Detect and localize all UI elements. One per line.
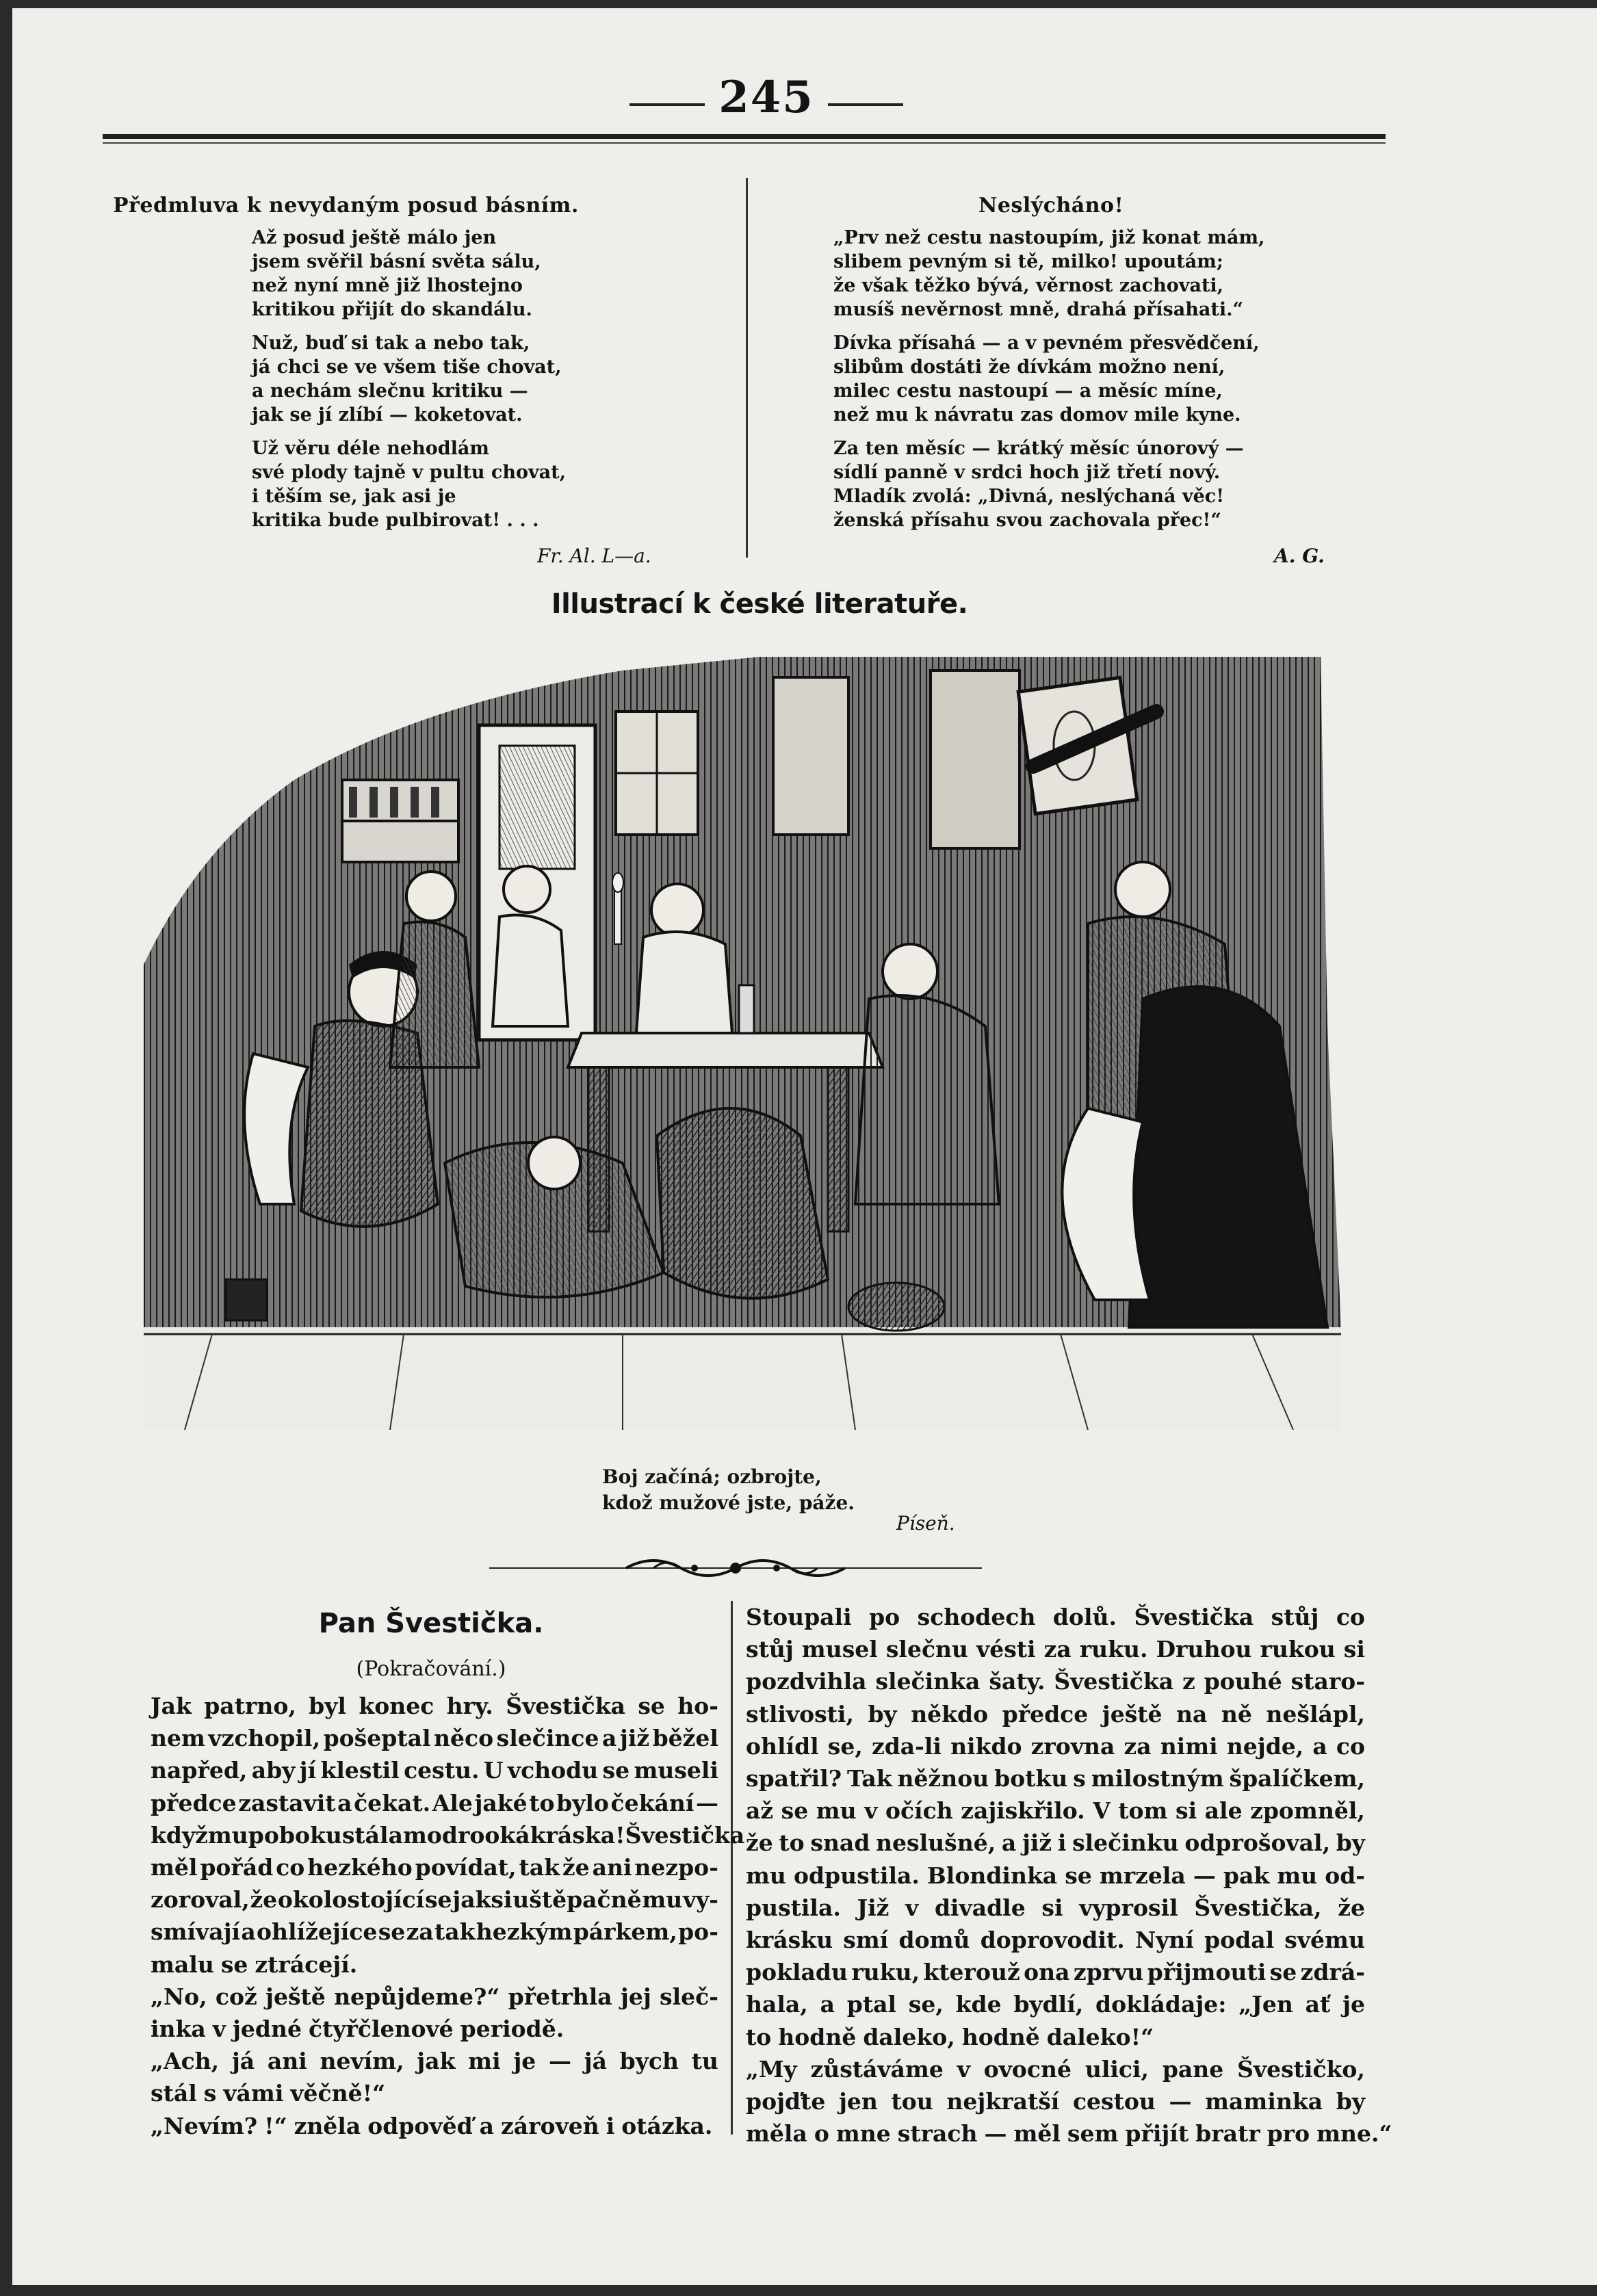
verse-line: kritikou přijít do skandálu.: [252, 299, 532, 320]
verse-line: Už věru déle nehodlám: [252, 438, 489, 459]
story-title: Pan Švestička.: [318, 1608, 544, 1639]
prose-line: napřed, aby jí klestil cestu. U vchodu se museli: [151, 1757, 718, 1784]
prose-line: nem vzchopil, pošeptal něco slečince a již běžel: [151, 1725, 718, 1752]
verse-line: „Prv než cestu nastoupím, již konat mám,: [833, 227, 1265, 248]
prose-line: když mu po boku stála modrooká kráska! Švestička: [151, 1821, 745, 1849]
story-column-left: [151, 1690, 745, 2142]
poem-2-signature: A. G.: [1274, 545, 1325, 567]
prose-line: inka v jedné čtyřčlenové periodě.: [151, 2015, 564, 2043]
poem-title-neslychano: Neslýcháno!: [978, 194, 1124, 218]
verse-line: Až posud ještě málo jen: [252, 227, 497, 248]
prose-line: „No, což ještě nepůjdeme?“ přetrhla jej sleč-: [151, 1983, 718, 2010]
verse-line: jsem svěřil básní světa sálu,: [252, 251, 541, 272]
story-column-right: [746, 1601, 1392, 2150]
prose-line: že to snad neslušné, a již i slečinku odprošoval, by: [746, 1829, 1365, 1857]
prose-line: ohlídl se, zda-li nikdo zrovna za nimi nejde, a co: [746, 1732, 1365, 1760]
poem-1-stanza-3: [252, 436, 566, 532]
header-rule-thin: [103, 142, 1386, 144]
verse-line: a nechám slečnu kritiku —: [252, 380, 528, 402]
prose-line: zoroval, že okolostojící se jaksi uštěpačně mu vy-: [151, 1886, 718, 1914]
verse-line: Za ten měsíc — krátký měsíc únorový —: [833, 438, 1244, 459]
verse-line: slibům dostáti že dívkám možno není,: [833, 356, 1225, 378]
poem-1-stanza-1: [252, 226, 541, 322]
verse-line: než mu k návratu zas domov mile kyne.: [833, 404, 1241, 426]
page-number-row: [616, 72, 917, 133]
verse-line: své plody tajně v pultu chovat,: [252, 462, 567, 483]
verse-line: milec cestu nastoupí — a měsíc míne,: [833, 380, 1223, 402]
verse-line: jak se jí zlíbí — koketovat.: [252, 404, 523, 426]
prose-line: měla o mne strach — měl sem přijít bratr pro mne.“: [746, 2120, 1392, 2148]
verse-line: než nyní mně již lhostejno: [252, 275, 523, 296]
caption-line: Boj začíná; ozbrojte,: [602, 1465, 822, 1488]
scan-edge-top: [0, 0, 1597, 8]
ornamental-divider: [489, 1548, 982, 1589]
prose-line: až se mu v očích zajiskřilo. V tom si ale zpomněl,: [746, 1797, 1365, 1825]
story-subtitle: (Pokračování.): [356, 1657, 506, 1681]
poem-2-stanza-2: [833, 331, 1260, 427]
page-number: 245: [718, 72, 814, 123]
verse-line: že však těžko bývá, věrnost zachovati,: [833, 275, 1224, 296]
poem-2-stanza-3: [833, 436, 1244, 532]
tavern-brawl-illustration: [144, 643, 1341, 1430]
prose-line: „My zůstáváme v ovocné ulici, pane Švestičko,: [746, 2055, 1365, 2083]
verse-line: musíš nevěrnost mně, drahá přísahati.“: [833, 299, 1244, 320]
prose-line: pojďte jen tou nejkratší cestou — maminka by: [746, 2088, 1365, 2115]
poem-1-signature: Fr. Al. L—a.: [537, 545, 651, 567]
scan-edge-left: [0, 0, 12, 2296]
verse-line: Dívka přísahá — a v pevném přesvědčení,: [833, 332, 1260, 354]
header-rule: [103, 134, 1386, 139]
prose-line: spatřil? Tak něžnou botku s milostným špalíčkem,: [746, 1765, 1365, 1792]
caption-source: Píseň.: [896, 1512, 955, 1535]
poem-1-stanza-2: [252, 331, 562, 427]
verse-line: Mladík zvolá: „Divná, neslýchaná věc!: [833, 486, 1225, 507]
verse-line: ženská přísahu svou zachovala přec!“: [833, 510, 1221, 531]
verse-line: i těším se, jak asi je: [252, 486, 456, 507]
prose-line: měl pořád co hezkého povídat, tak že ani nezpo-: [151, 1854, 718, 1881]
prose-line: krásku smí domů doprovodit. Nyní podal svému: [746, 1927, 1365, 1954]
caption-line: kdož mužové jste, páže.: [602, 1491, 855, 1514]
poems-column-rule: [746, 178, 748, 558]
prose-line: Stoupali po schodech dolů. Švestička stůj co: [746, 1604, 1365, 1630]
prose-line: „Nevím? !“ zněla odpověď a zároveň i otázka.: [151, 2112, 713, 2139]
prose-line: mu odpustila. Blondinka se mrzela — pak mu od-: [746, 1862, 1365, 1889]
prose-line: „Ach, já ani nevím, jak mi je — já bych tu: [151, 2048, 718, 2075]
prose-line: pozdvihla slečinka šaty. Švestička z pouhé staro-: [746, 1668, 1365, 1695]
verse-line: Nuž, buď si tak a nebo tak,: [252, 332, 530, 354]
prose-line: stůj musel slečnu vésti za ruku. Druhou rukou si: [746, 1636, 1365, 1663]
verse-line: sídlí panně v srdci hoch již třetí nový.: [833, 462, 1221, 483]
illustration-heading: Illustrací k české literatuře.: [551, 588, 968, 620]
prose-line: stlivosti, by někdo předce ještě na ně nešlápl,: [746, 1700, 1365, 1727]
prose-line: předce zastavit a čekat. Ale jaké to bylo čekání —: [151, 1789, 718, 1816]
verse-line: kritika bude pulbirovat! . . .: [252, 510, 539, 531]
poem-title-predmluva: Předmluva k nevydaným posud básním.: [113, 194, 579, 218]
verse-line: slibem pevným si tě, milko! upoutám;: [833, 251, 1223, 272]
prose-line: to hodně daleko, hodně daleko!“: [746, 2023, 1154, 2050]
verse-line: já chci se ve všem tiše chovat,: [252, 356, 562, 378]
prose-line: Jak patrno, byl konec hry. Švestička se ho-: [151, 1693, 718, 1719]
prose-line: smívají a ohlížejíce se za tak hezkým párkem, po-: [151, 1918, 718, 1946]
poem-2-stanza-1: [833, 226, 1264, 322]
prose-line: malu se ztrácejí.: [151, 1951, 358, 1978]
page-number-dash-right: [828, 103, 903, 106]
prose-line: pokladu ruku, kterouž ona zprvu přijmouti se zdrá-: [746, 1959, 1365, 1986]
prose-line: pustila. Již v divadle si vyprosil Švestička, že: [746, 1894, 1365, 1921]
story-column-rule: [731, 1601, 733, 2135]
prose-line: stál s vámi věčně!“: [151, 2080, 386, 2107]
prose-line: hala, a ptal se, kde bydlí, dokládaje: „Jen ať je: [746, 1991, 1365, 2018]
illustration-caption: [602, 1464, 855, 1516]
scan-edge-bottom: [0, 2285, 1597, 2296]
